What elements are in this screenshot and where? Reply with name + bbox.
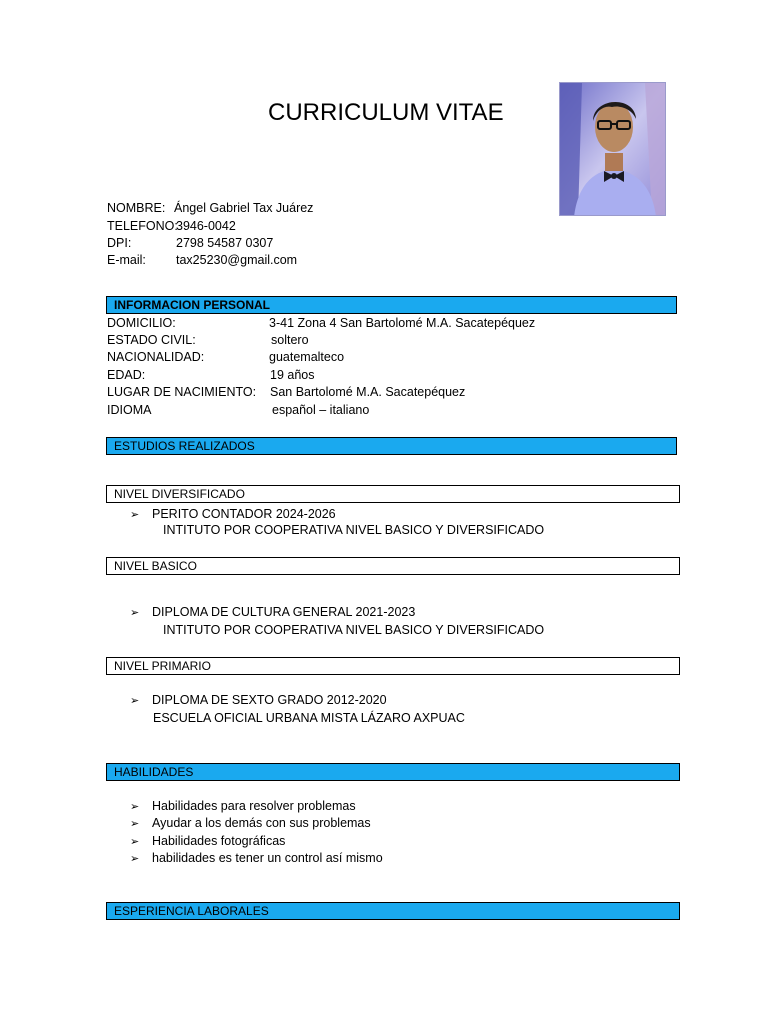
- study-item: DIPLOMA DE SEXTO GRADO 2012-2020: [152, 693, 387, 707]
- section-experience-heading: ESPERIENCIA LABORALES: [106, 902, 680, 920]
- list-item: [130, 692, 387, 709]
- portrait-image: [560, 83, 666, 216]
- personal-label: IDIOMA: [107, 403, 152, 417]
- profile-photo: [559, 82, 666, 216]
- personal-label: EDAD:: [107, 368, 146, 382]
- arrow-bullet-icon: ➢: [130, 853, 140, 865]
- level-basico-heading: NIVEL BASICO: [106, 557, 680, 575]
- name-label: NOMBRE:: [107, 201, 166, 215]
- email-label: E-mail:: [107, 253, 146, 267]
- personal-label: NACIONALIDAD:: [107, 350, 205, 364]
- name-value: Ángel Gabriel Tax Juárez: [174, 201, 314, 215]
- level-primario-heading: NIVEL PRIMARIO: [106, 657, 680, 675]
- personal-label: LUGAR DE NACIMIENTO:: [107, 385, 257, 399]
- section-personal-heading: INFORMACION PERSONAL: [106, 296, 677, 314]
- list-item: [130, 506, 336, 523]
- personal-value: 3-41 Zona 4 San Bartolomé M.A. Sacatepéquez: [269, 316, 536, 330]
- arrow-bullet-icon: ➢: [130, 801, 140, 813]
- personal-value: 19 años: [270, 368, 315, 382]
- list-item: [130, 850, 383, 867]
- document-title: CURRICULUM VITAE: [268, 99, 504, 126]
- section-studies-heading: ESTUDIOS REALIZADOS: [106, 437, 677, 455]
- study-item: DIPLOMA DE CULTURA GENERAL 2021-2023: [152, 605, 416, 619]
- arrow-bullet-icon: ➢: [130, 836, 140, 848]
- skill-item: Habilidades fotográficas: [152, 834, 286, 848]
- arrow-bullet-icon: ➢: [130, 607, 140, 619]
- skill-item: habilidades es tener un control así mismo: [152, 851, 383, 865]
- list-item: [130, 604, 415, 621]
- list-item: [130, 833, 285, 850]
- level-diversificado-heading: NIVEL DIVERSIFICADO: [106, 485, 680, 503]
- phone-label: TELEFONO:: [107, 219, 178, 233]
- section-skills-heading: HABILIDADES: [106, 763, 680, 781]
- study-school: ESCUELA OFICIAL URBANA MISTA LÁZARO AXPUAC: [153, 711, 465, 725]
- dpi-value: 2798 54587 0307: [176, 236, 274, 250]
- arrow-bullet-icon: ➢: [130, 509, 140, 521]
- personal-value: soltero: [271, 333, 309, 347]
- arrow-bullet-icon: ➢: [130, 818, 140, 830]
- arrow-bullet-icon: ➢: [130, 695, 140, 707]
- skill-item: Habilidades para resolver problemas: [152, 799, 356, 813]
- study-school: INTITUTO POR COOPERATIVA NIVEL BASICO Y DIVERSIFICADO: [163, 623, 545, 637]
- personal-value: guatemalteco: [269, 350, 345, 364]
- list-item: [130, 815, 371, 832]
- personal-label: ESTADO CIVIL:: [107, 333, 196, 347]
- skill-item: Ayudar a los demás con sus problemas: [152, 816, 371, 830]
- personal-value: español – italiano: [272, 403, 370, 417]
- dpi-label: DPI:: [107, 236, 132, 250]
- study-school: INTITUTO POR COOPERATIVA NIVEL BASICO Y DIVERSIFICADO: [163, 523, 545, 537]
- personal-value: San Bartolomé M.A. Sacatepéquez: [270, 385, 466, 399]
- personal-label: DOMICILIO:: [107, 316, 176, 330]
- phone-value: 3946-0042: [176, 219, 236, 233]
- list-item: [130, 798, 356, 815]
- email-value: tax25230@gmail.com: [176, 253, 298, 267]
- study-item: PERITO CONTADOR 2024-2026: [152, 507, 336, 521]
